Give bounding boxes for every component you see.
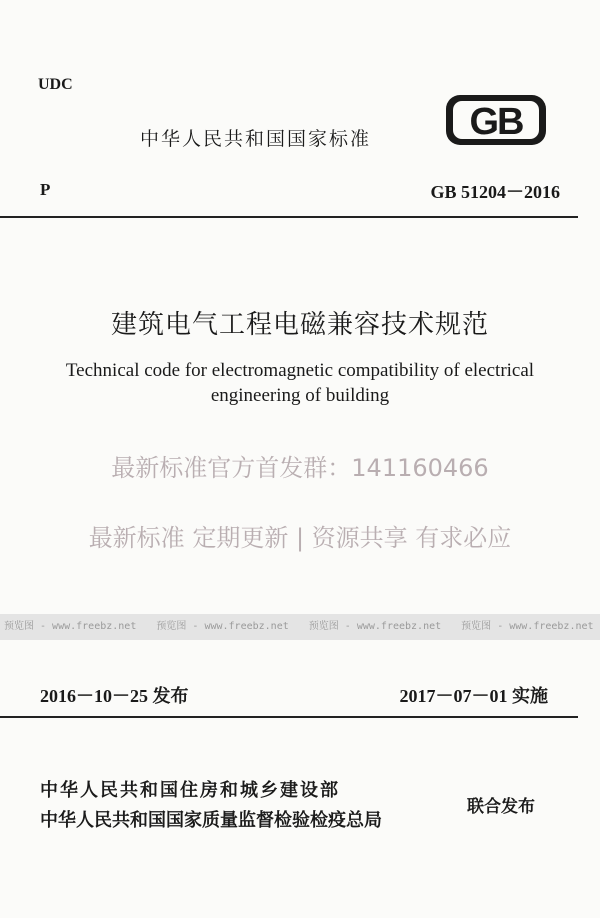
gb-logo	[444, 92, 548, 148]
watermark-text: 预览图 - www.freebz.net	[461, 621, 594, 632]
promo-line-2: 最新标准 定期更新 | 资源共享 有求必应	[88, 524, 512, 552]
document-title-chinese: 建筑电气工程电磁兼容技术规范	[110, 310, 489, 340]
standard-number: GB 51204－2016	[430, 182, 560, 202]
standard-type-label: 中华人民共和国国家标准	[140, 128, 372, 150]
watermark-band	[0, 614, 600, 640]
gb-logo-text: GB	[469, 101, 523, 143]
document-title-english	[20, 358, 580, 408]
classification-label: P	[40, 180, 51, 199]
issue-date: 2016－10－25 发布	[40, 686, 189, 706]
publisher-2: 中华人民共和国国家质量监督检验检疫总局	[40, 810, 382, 831]
watermark-text: 预览图 - www.freebz.net	[156, 621, 289, 632]
promo-line-1: 最新标准官方首发群：141160466	[111, 454, 489, 482]
publisher-1: 中华人民共和国住房和城乡建设部	[40, 780, 340, 801]
top-divider	[0, 216, 578, 218]
joint-issue-label: 联合发布	[467, 797, 535, 817]
bottom-divider	[0, 716, 578, 718]
watermark-text: 预览图 - www.freebz.net	[308, 621, 442, 632]
watermark-text: 预览图 - www.freebz.net	[4, 621, 137, 632]
implementation-date: 2017－07－01 实施	[399, 686, 548, 706]
english-title-line-2: engineering of building	[210, 385, 390, 406]
udc-label: UDC	[38, 76, 73, 93]
english-title-line-1: Technical code for electromagnetic compatibility of electrical	[65, 360, 535, 381]
